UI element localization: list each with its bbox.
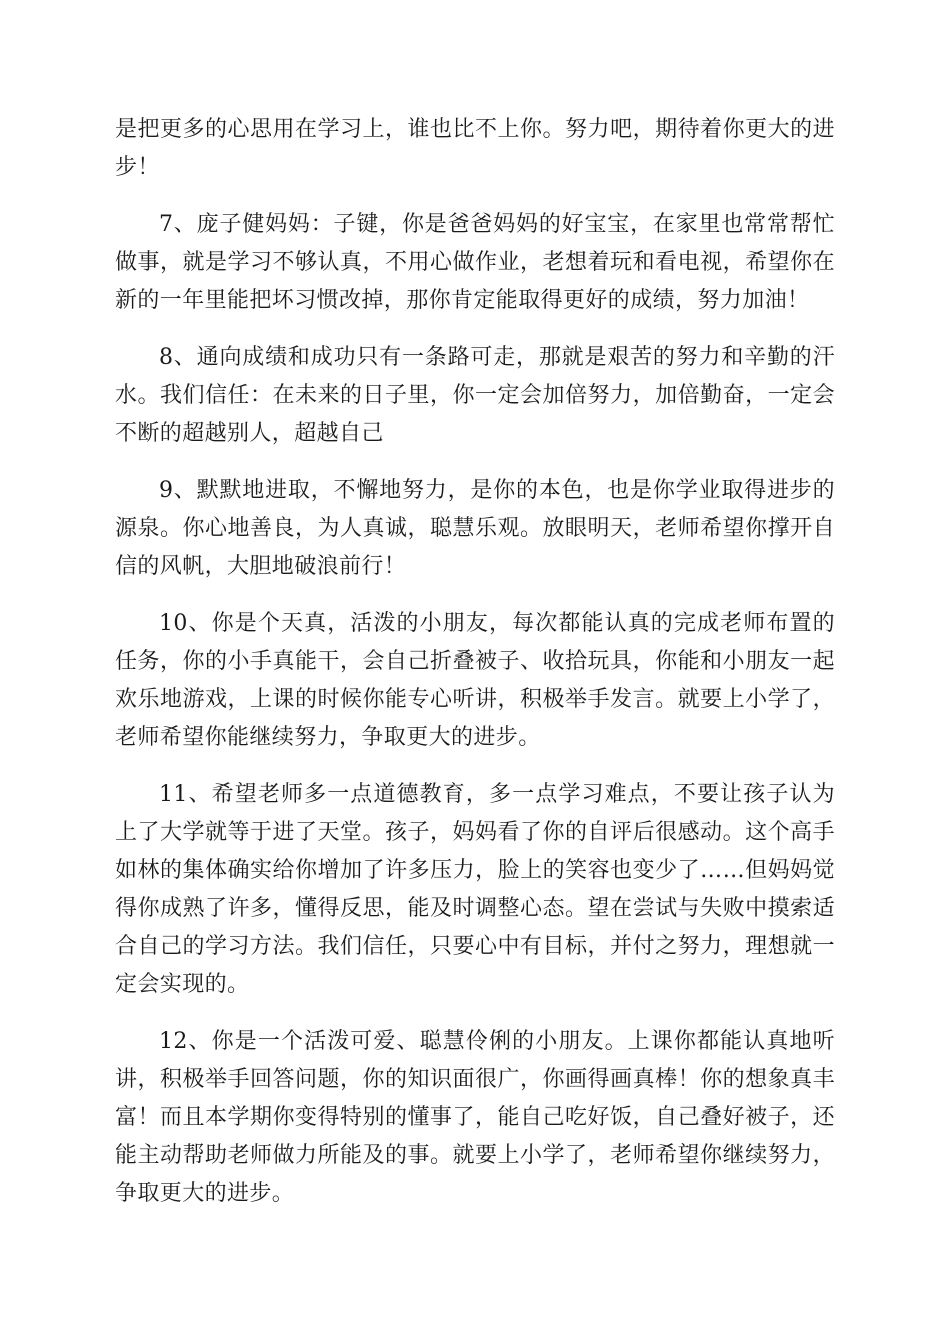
document-page xyxy=(115,111,835,1232)
paragraph-9: 9、默默地进取，不懈地努力，是你的本色，也是你学业取得进步的源泉。你心地善良，为人真诚，聪慧乐观。放眼明天，老师希望你撑开自信的风帆，大胆地破浪前行！ xyxy=(115,478,835,579)
paragraph-11: 11、希望老师多一点道德教育，多一点学习难点，不要让孩子认为上了大学就等于进了天堂。孩子，妈妈看了你的自评后很感动。这个高手如林的集体确实给你增加了许多压力，脸上的笑容也变少了……但妈妈觉得你成熟了许多，懂得反思，能及时调整心态。望在尝试与失败中摸索适合自己的学习方法。我们信任，只要心中有目标，并付之努力，理想就一定会实现的。 xyxy=(115,782,835,997)
paragraph-continued: 是把更多的心思用在学习上，谁也比不上你。努力吧，期待着你更大的进步！ xyxy=(115,117,835,180)
paragraph-10: 10、你是个天真，活泼的小朋友，每次都能认真的完成老师布置的任务，你的小手真能干，会自己折叠被子、收拾玩具，你能和小朋友一起欢乐地游戏，上课的时候你能专心听讲，积极举手发言。就要上小学了，老师希望你能继续努力，争取更大的进步。 xyxy=(115,611,835,750)
paragraph-7: 7、庞子健妈妈：子键，你是爸爸妈妈的好宝宝，在家里也常常帮忙做事，就是学习不够认真，不用心做作业，老想着玩和看电视，希望你在新的一年里能把坏习惯改掉，那你肯定能取得更好的成绩，努力加油！ xyxy=(115,212,835,313)
paragraph-8: 8、通向成绩和成功只有一条路可走，那就是艰苦的努力和辛勤的汗水。我们信任：在未来的日子里，你一定会加倍努力，加倍勤奋，一定会不断的超越别人，超越自己 xyxy=(115,345,835,446)
paragraph-12: 12、你是一个活泼可爱、聪慧伶俐的小朋友。上课你都能认真地听讲，积极举手回答问题，你的知识面很广，你画得画真棒！你的想象真丰富！而且本学期你变得特别的懂事了，能自己吃好饭，自己叠好被子，还能主动帮助老师做力所能及的事。就要上小学了，老师希望你继续努力，争取更大的进步。 xyxy=(115,1029,835,1206)
